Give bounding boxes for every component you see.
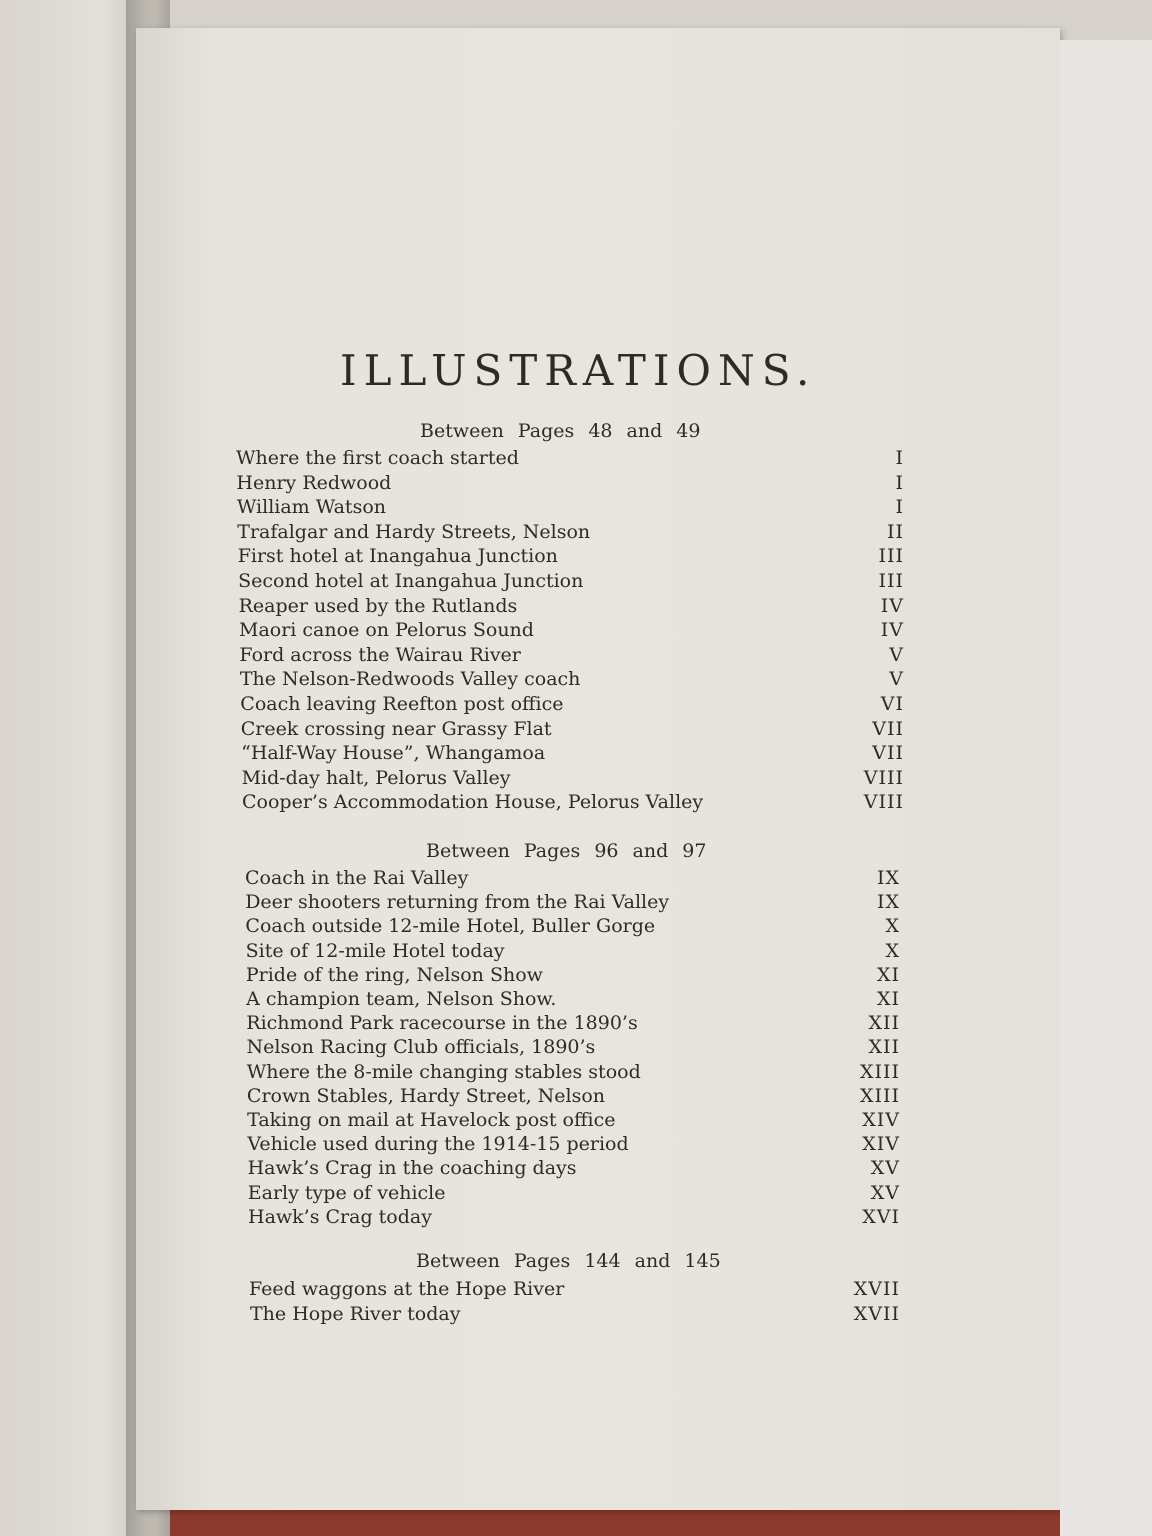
plate-number: I xyxy=(895,496,904,519)
plate-number: XIV xyxy=(862,1109,900,1131)
illustration-title: Early type of vehicle xyxy=(247,1181,446,1204)
illustration-title: Second hotel at Inangahua Junction xyxy=(238,570,584,592)
illustration-entry xyxy=(246,988,900,1012)
section-heading: Between Pages 96 and 97 xyxy=(426,840,707,862)
illustration-entry xyxy=(241,742,904,766)
illustration-entry xyxy=(245,891,900,915)
plate-number: V xyxy=(889,643,904,666)
illustration-entry xyxy=(237,496,904,520)
illustration-title: Hawk’s Crag today xyxy=(248,1205,432,1228)
plate-number: XIII xyxy=(859,1084,900,1107)
illustration-title: Creek crossing near Grassy Flat xyxy=(240,717,552,740)
illustration-entry xyxy=(236,447,904,471)
illustration-title: A champion team, Nelson Show. xyxy=(246,988,557,1010)
illustration-entry xyxy=(247,1133,900,1157)
illustration-entry xyxy=(247,1085,900,1109)
illustration-title: William Watson xyxy=(236,496,386,519)
plate-number: XVI xyxy=(862,1205,900,1228)
illustration-title: Feed waggons at the Hope River xyxy=(249,1278,565,1300)
plate-number: III xyxy=(878,545,904,568)
illustration-entry xyxy=(246,940,900,964)
plate-number: XIII xyxy=(859,1060,900,1083)
plate-number: XV xyxy=(870,1181,900,1204)
illustration-title: Where the 8-mile changing stables stood xyxy=(246,1060,641,1083)
illustration-title: Trafalgar and Hardy Streets, Nelson xyxy=(237,520,591,543)
section-heading: Between Pages 48 and 49 xyxy=(420,420,701,442)
plate-number: X xyxy=(885,939,900,962)
plate-number: XI xyxy=(876,963,900,986)
illustration-title: Henry Redwood xyxy=(236,471,392,494)
illustration-title: “Half-Way House”, Whangamoa xyxy=(241,742,546,765)
illustration-entry xyxy=(247,1036,901,1060)
illustration-entry xyxy=(241,718,904,742)
illustration-entry xyxy=(238,570,904,594)
illustration-entry xyxy=(240,668,904,692)
plate-number: IX xyxy=(876,891,900,914)
plate-number: XII xyxy=(868,1036,900,1059)
illustration-title: Where the first coach started xyxy=(236,447,519,469)
illustration-title: The Nelson-Redwoods Valley coach xyxy=(239,668,581,691)
plate-number: XIV xyxy=(862,1133,900,1156)
illustration-entry xyxy=(248,1206,900,1230)
illustration-title: Maori canoe on Pelorus Sound xyxy=(239,619,534,642)
illustration-entry xyxy=(240,693,904,717)
illustration-entry xyxy=(237,521,904,545)
illustration-entry xyxy=(239,595,904,619)
plate-number: I xyxy=(895,471,904,494)
plate-number: X xyxy=(885,915,900,938)
plate-number: VIII xyxy=(863,791,904,814)
illustration-entry xyxy=(249,1278,900,1302)
illustration-entry xyxy=(238,545,904,569)
illustration-title: Crown Stables, Hardy Street, Nelson xyxy=(246,1084,606,1107)
illustration-entry xyxy=(247,1061,900,1085)
illustration-entry xyxy=(245,867,900,891)
plate-number: VII xyxy=(872,717,904,740)
illustration-entry xyxy=(248,1182,900,1206)
plate-number: VIII xyxy=(863,766,904,789)
plate-number: IV xyxy=(880,594,904,617)
plate-number: I xyxy=(895,447,904,469)
plate-number: VII xyxy=(872,742,904,765)
illustration-title: Coach in the Rai Valley xyxy=(245,867,469,889)
page-title: ILLUSTRATIONS. xyxy=(340,346,817,395)
illustration-entry xyxy=(236,472,904,496)
plate-number: XVII xyxy=(853,1278,900,1300)
plate-number: XII xyxy=(868,1012,900,1035)
plate-number: VI xyxy=(880,693,904,715)
illustration-title: Richmond Park racecourse in the 1890’s xyxy=(246,1012,638,1035)
illustration-title: Site of 12-mile Hotel today xyxy=(245,939,505,962)
illustration-title: Deer shooters returning from the Rai Valley xyxy=(245,891,670,914)
illustration-entry xyxy=(239,644,904,668)
illustration-entry xyxy=(245,915,900,939)
illustration-entry xyxy=(246,964,900,988)
illustration-title: Cooper’s Accommodation House, Pelorus Valley xyxy=(242,791,704,814)
plate-number: XI xyxy=(876,988,900,1010)
illustration-entry xyxy=(247,1109,900,1133)
illustration-title: Reaper used by the Rutlands xyxy=(238,594,518,617)
plate-number: V xyxy=(889,668,904,691)
illustration-entry xyxy=(242,791,904,815)
plate-number: IX xyxy=(876,867,900,889)
background-surface xyxy=(1060,40,1152,1536)
illustration-title: Hawk’s Crag in the coaching days xyxy=(247,1157,577,1180)
illustration-title: Taking on mail at Havelock post office xyxy=(247,1109,616,1131)
section-heading: Between Pages 144 and 145 xyxy=(416,1250,721,1272)
plate-number: IV xyxy=(880,619,904,642)
illustration-entry xyxy=(242,767,904,791)
plate-number: XVII xyxy=(853,1302,900,1325)
plate-number: III xyxy=(878,570,904,592)
illustration-entry xyxy=(239,619,904,643)
illustration-title: The Hope River today xyxy=(250,1302,461,1325)
illustration-title: Ford across the Wairau River xyxy=(239,643,521,666)
illustration-title: Coach outside 12-mile Hotel, Buller Gorge xyxy=(245,915,656,938)
illustration-entry xyxy=(248,1157,900,1181)
illustration-title: Coach leaving Reefton post office xyxy=(240,693,564,715)
illustration-entry xyxy=(250,1303,900,1327)
illustration-title: Mid-day halt, Pelorus Valley xyxy=(241,766,511,789)
plate-number: II xyxy=(886,520,904,543)
illustration-entry xyxy=(246,1012,900,1036)
illustration-title: First hotel at Inangahua Junction xyxy=(237,545,558,568)
illustration-title: Nelson Racing Club officials, 1890’s xyxy=(246,1036,596,1059)
illustration-title: Pride of the ring, Nelson Show xyxy=(245,963,543,986)
plate-number: XV xyxy=(870,1157,900,1180)
illustration-title: Vehicle used during the 1914-15 period xyxy=(247,1133,629,1156)
